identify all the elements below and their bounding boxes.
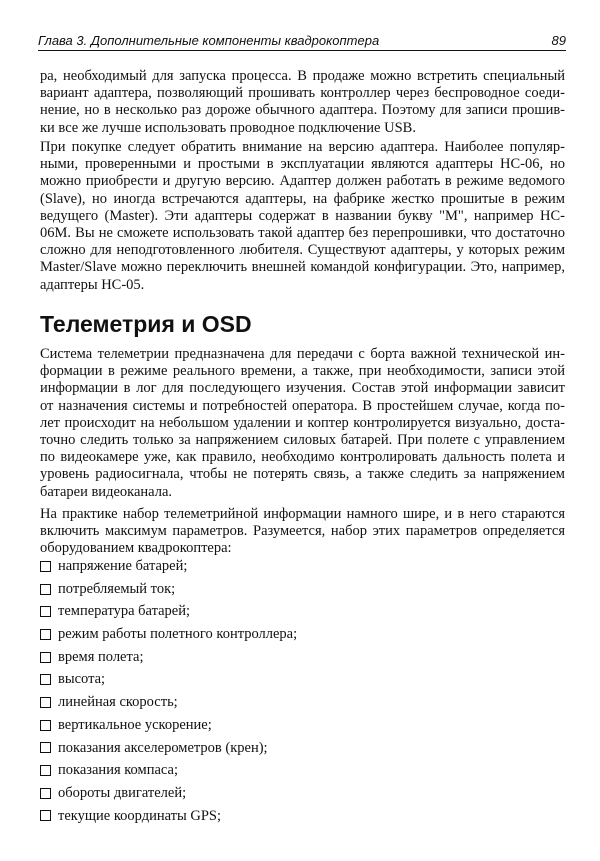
- checkbox-bullet-icon: [40, 674, 51, 685]
- text-line: ра, необходимый для запуска процесса. В продаже можно встретить специальный: [40, 68, 565, 84]
- list-item: [40, 623, 297, 646]
- list-item-text: линейная скорость;: [58, 694, 178, 711]
- list-item: [40, 668, 297, 691]
- text-line: Master/Slave можно переключить внешней командой конфигурации. Это, например,: [40, 259, 565, 276]
- text-line: адаптеры НС-05.: [40, 276, 145, 293]
- checkbox-bullet-icon: [40, 629, 51, 640]
- text-line: по видеокамере уже, как правило, необходимо контролировать дальность полета и: [40, 449, 565, 466]
- parameter-list: [40, 555, 297, 827]
- section-heading: Телеметрия и OSD: [40, 311, 252, 337]
- list-item-text: режим работы полетного контроллера;: [58, 626, 298, 643]
- text-line: нение, но в несколько раз дороже обычного адаптера. Поэтому для записи прошив-: [40, 102, 565, 119]
- text-line: лет происходит на небольшом удалении и коптер контролируется визуально, доста-: [40, 414, 565, 431]
- list-item: [40, 737, 297, 760]
- text-line: уровень радиосигнала, чтобы не потерять связь, а также следить за напряжением: [40, 466, 565, 483]
- text-line: формации в режиме реального времени, а также, при необходимости, записи этой: [40, 363, 565, 380]
- list-item: [40, 805, 297, 828]
- text-line: Система телеметрии предназначена для передачи с борта важной технической ин-: [40, 346, 565, 362]
- text-line: (Slave), но иногда встречаются адаптеры, на фабрике жестко прошитые в режим: [40, 190, 565, 207]
- list-item-text: текущие координаты GPS;: [58, 807, 222, 824]
- text-line: включить максимум параметров. Разумеется, набор этих параметров определяется: [40, 523, 565, 540]
- checkbox-bullet-icon: [40, 584, 51, 595]
- running-header: [38, 32, 566, 51]
- list-item: [40, 646, 297, 669]
- checkbox-bullet-icon: [40, 810, 51, 821]
- list-item: [40, 714, 297, 737]
- text-line: точно следить только за напряжением силовых батарей. При полете с управлением: [40, 431, 565, 448]
- checkbox-bullet-icon: [40, 742, 51, 753]
- text-line: При покупке следует обратить внимание на версию адаптера. Наиболее популяр-: [40, 139, 565, 155]
- checkbox-bullet-icon: [40, 720, 51, 731]
- checkbox-bullet-icon: [40, 697, 51, 708]
- page-number: 89: [551, 33, 566, 48]
- checkbox-bullet-icon: [40, 765, 51, 776]
- list-item-text: температура батарей;: [58, 603, 191, 620]
- list-item-text: обороты двигателей;: [58, 784, 187, 801]
- text-line: 06М. Вы не сможете использовать такой адаптер без перепрошивки, что достаточно: [40, 224, 565, 241]
- list-item: [40, 759, 297, 782]
- list-item-text: потребляемый ток;: [58, 580, 176, 597]
- list-item: [40, 600, 297, 623]
- list-item: [40, 578, 297, 601]
- list-item-text: время полета;: [58, 648, 144, 665]
- text-line: сложно для неподготовленного любителя. Существуют адаптеры, у которых режим: [40, 242, 565, 259]
- checkbox-bullet-icon: [40, 652, 51, 663]
- list-item: [40, 555, 297, 578]
- chapter-title: Глава 3. Дополнительные компоненты квадрокоптера: [38, 33, 380, 48]
- paragraph: [40, 506, 565, 558]
- list-item-text: показания акселерометров (крен);: [58, 739, 268, 756]
- checkbox-bullet-icon: [40, 606, 51, 617]
- text-line: На практике набор телеметрийной информации намного шире, и в него стараются: [40, 506, 565, 522]
- list-item-text: вертикальное ускорение;: [58, 716, 212, 733]
- checkbox-bullet-icon: [40, 788, 51, 799]
- list-item-text: высота;: [58, 671, 106, 688]
- list-item-text: показания компаса;: [58, 762, 178, 779]
- text-line: можно приобрести и другую версию. Адаптер должен работать в режиме ведомого: [40, 173, 565, 190]
- text-line: оборудованием квадрокоптера:: [40, 540, 232, 557]
- text-line: информации в лог для последующего изучения. Состав этой информации зависит: [40, 380, 565, 397]
- text-line: ки все же лучше использовать проводное подключение USB.: [40, 119, 416, 136]
- text-line: вариант адаптера, позволяющий прошивать контроллер через беспроводное соеди-: [40, 85, 565, 102]
- paragraph: [40, 346, 565, 501]
- list-item: [40, 691, 297, 714]
- paragraph: [40, 68, 565, 137]
- text-line: батареи видеоканала.: [40, 483, 173, 500]
- paragraph: [40, 139, 565, 294]
- text-line: от назначения системы и потребностей оператора. В простейшем случае, когда по-: [40, 397, 565, 414]
- list-item: [40, 782, 297, 805]
- list-item-text: напряжение батарей;: [58, 558, 188, 574]
- text-line: ведущего (Master). Эти адаптеры содержат в названии букву "М", например НС-: [40, 207, 565, 224]
- checkbox-bullet-icon: [40, 561, 51, 572]
- text-line: ными, проверенными и простыми в эксплуатации являются адаптеры НС-06, но: [40, 156, 565, 173]
